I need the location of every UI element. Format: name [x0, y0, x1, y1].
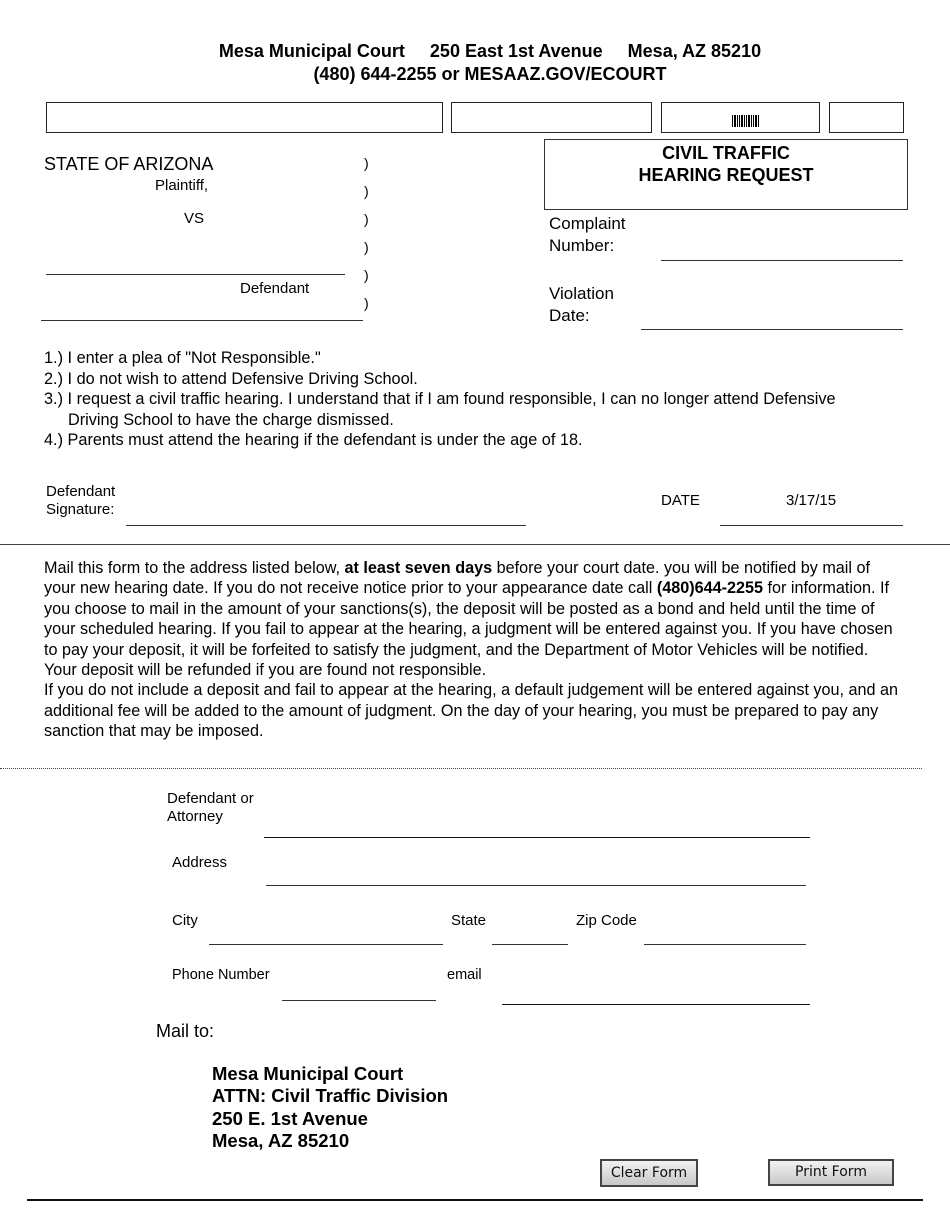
date-field-line	[720, 525, 903, 526]
statement-item: 3.) I request a civil traffic hearing. I understand that if I am found responsible, I can no longer attend Defensive	[44, 390, 836, 408]
violation-date-field[interactable]	[641, 329, 903, 330]
statement-item: 2.) I do not wish to attend Defensive Driving School.	[44, 369, 418, 388]
caption-paren: )	[364, 211, 369, 227]
zip-code-field[interactable]	[644, 944, 806, 945]
caption-bottom-line	[41, 320, 363, 321]
page-bottom-rule	[27, 1199, 923, 1201]
barcode-field[interactable]	[661, 102, 820, 133]
barcode-icon	[732, 115, 762, 127]
court-header-line2: (480) 644-2255 or MESAAZ.GOV/ECOURT	[313, 64, 667, 84]
seven-days-emphasis: at least seven days	[344, 559, 493, 577]
date-label: DATE	[661, 492, 700, 509]
form-title-box	[544, 139, 908, 210]
case-field-1[interactable]	[46, 102, 443, 133]
case-field-2[interactable]	[451, 102, 652, 133]
plaintiff-name: STATE OF ARIZONA	[44, 154, 214, 174]
clear-form-button[interactable]: Clear Form	[600, 1159, 698, 1187]
statement-list	[44, 348, 836, 451]
section-divider	[0, 768, 922, 769]
defendant-or-attorney-label: Defendant or Attorney	[167, 790, 254, 825]
statement-item: 1.) I enter a plea of "Not Responsible."	[44, 349, 321, 367]
email-field[interactable]	[502, 1004, 810, 1005]
complaint-number-label: Complaint Number:	[549, 214, 626, 255]
city-field[interactable]	[209, 944, 443, 945]
court-header-line1: Mesa Municipal Court 250 East 1st Avenue Mesa, AZ 85210	[218, 41, 762, 61]
mail-to-label: Mail to:	[156, 1021, 215, 1041]
form-title-line2: HEARING REQUEST	[638, 165, 814, 185]
complaint-number-field[interactable]	[661, 260, 903, 261]
defendant-label: Defendant	[240, 280, 310, 297]
address-field[interactable]	[266, 885, 806, 886]
print-form-button[interactable]: Print Form	[768, 1159, 894, 1186]
defendant-signature-field[interactable]	[126, 525, 526, 526]
phone-number-label: Phone Number	[172, 967, 270, 983]
address-label: Address	[172, 854, 228, 871]
case-field-4[interactable]	[829, 102, 904, 133]
form-title-line1: CIVIL TRAFFIC	[662, 143, 790, 163]
vs-label: VS	[184, 210, 205, 227]
violation-date-label: Violation Date:	[549, 284, 614, 325]
state-field[interactable]	[492, 944, 568, 945]
city-label: City	[172, 912, 198, 929]
section-divider	[0, 544, 950, 545]
defendant-name-line[interactable]	[46, 274, 345, 275]
email-label: email	[447, 967, 482, 983]
caption-paren: )	[364, 239, 369, 255]
statement-item: 4.) Parents must attend the hearing if the defendant is under the age of 18.	[44, 431, 583, 449]
caption-paren: )	[364, 155, 369, 171]
state-label: State	[451, 912, 487, 929]
caption-paren: )	[364, 267, 369, 283]
caption-paren: )	[364, 295, 369, 311]
mailing-address: Mesa Municipal Court ATTN: Civil Traffic Division 250 E. 1st Avenue Mesa, AZ 85210	[212, 1063, 449, 1152]
court-phone-number: (480)644-2255	[656, 579, 764, 598]
mailing-instructions: Mail this form to the address listed below, at least seven days before your court date. you will be notified by mail of your new hearing date. If you do not receive notice prior to your appearance date call (480)644-2255 for information. If you choose to mail in the amount of your sanctions(s), the deposit will be posted as a bond and held until the time of your scheduled hearing. If you fail to appear at the hearing, a judgment will be entered against you. If you have chosen to pay your deposit, it will be forfeited to satisfy the judgment, and the Department of Motor Vehicles will be notified. Your deposit will be refunded if you are found not responsible. If you do not include a deposit and fail to appear at the hearing, a default judgement will be entered against you, and an additional fee will be added to the amount of judgment. On the day of your hearing, you must be prepared to pay any sanction that may be imposed.	[44, 559, 899, 741]
plaintiff-label: Plaintiff,	[155, 177, 209, 194]
caption-paren: )	[364, 183, 369, 199]
zip-code-label: Zip Code	[576, 912, 637, 929]
statement-item: Driving School to have the charge dismissed.	[68, 410, 394, 429]
date-value[interactable]: 3/17/15	[786, 492, 837, 509]
phone-number-field[interactable]	[282, 1000, 436, 1001]
defendant-or-attorney-field[interactable]	[264, 837, 810, 838]
defendant-signature-label: Defendant Signature:	[46, 483, 116, 518]
